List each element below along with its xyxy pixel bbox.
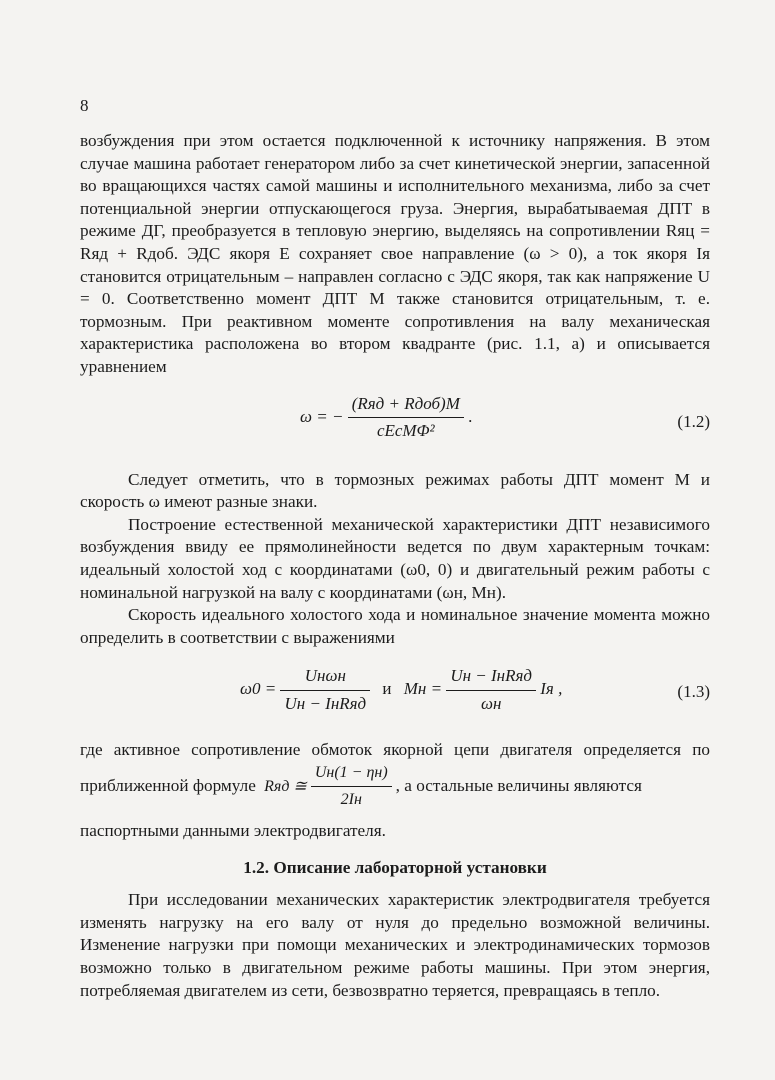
formula-tail: Iя , <box>540 679 563 699</box>
fraction-numerator: (Rяд + Rдоб)M <box>348 393 464 419</box>
paragraph-end: , а остальные величины являются <box>395 775 642 795</box>
fraction-denominator: 2Iн <box>340 791 362 809</box>
fraction-numerator: Uн − IнRяд <box>446 665 536 691</box>
paragraph <box>80 739 710 812</box>
paragraph: Построение естественной механической характеристики ДПТ независимого возбуждения ввиду ее прямолинейности ведется по двум характерным точкам: идеальный холостой ход с координатами (ω0, 0) и двигательный режим работы с номинальной нагрузкой на валу с координатами (ωн, Mн). <box>80 514 710 602</box>
fraction-numerator: Uнωн <box>280 665 370 691</box>
formula-lhs: ω0 = <box>240 679 277 699</box>
paragraph: Скорость идеального холостого хода и номинальное значение момента можно определить в соответствии с выражениями <box>80 605 710 647</box>
fraction <box>446 665 536 715</box>
fraction-denominator: cEcMΦ² <box>376 421 435 441</box>
formula-conjunction: и <box>382 679 392 699</box>
formula-1-3 <box>80 659 710 725</box>
paragraph: Следует отметить, что в тормозных режимах работы ДПТ момент M и скорость ω имеют разные знаки. <box>80 469 710 512</box>
fraction-denominator: ωн <box>480 693 502 713</box>
fraction <box>311 762 392 812</box>
page-number: 8 <box>80 96 89 115</box>
body-text <box>80 130 710 1002</box>
fraction-denominator: Uн − IнRяд <box>284 693 367 713</box>
section-heading: 1.2. Описание лабораторной установки <box>243 857 547 877</box>
formula-1-2 <box>80 389 710 455</box>
equation-number: (1.2) <box>677 411 710 431</box>
fraction <box>348 393 464 443</box>
fraction <box>280 665 370 715</box>
paragraph: паспортными данными электродвигателя. <box>80 821 386 841</box>
formula-tail: . <box>468 406 473 426</box>
fraction-numerator: Uн(1 − ηн) <box>311 762 392 788</box>
formula-lhs: ω = − <box>300 406 344 426</box>
paragraph-start: где активное сопротивление обмоток якорной цепи двигателя определяется по приближенной формуле <box>80 740 710 795</box>
equation-number: (1.3) <box>677 682 710 702</box>
inline-formula <box>264 762 392 812</box>
paragraph: возбуждения при этом остается подключенной к источнику напряжения. В этом случае машина работает генератором либо за счет кинетической энергии, запасенной во вращающихся частях самой машины и исполнительного механизма, либо за счет потенциальной энергии отпускающегося груза. Энергия, вырабатываемая ДПТ в режиме ДГ, преобразуется в тепловую энергию, выделяясь на сопротивлении Rяц = Rяд + Rдоб. ЭДС якоря E сохраняет свое направление (ω > 0), а ток якоря Iя становится отрицательным – направлен согласно с ЭДС якоря, так как напряжение U = 0. Соответственно момент ДПТ M также становится отрицательным, т. е. тормозным. При реактивном моменте сопротивления на валу механическая характеристика расположена во втором квадранте (рис. 1.1, а) и описывается уравнением <box>80 131 710 376</box>
formula-lhs: Mн = <box>403 679 443 699</box>
formula-lhs: Rяд ≅ <box>264 777 307 795</box>
paragraph: При исследовании механических характеристик электродвигателя требуется изменять нагрузку на его валу от нуля до предельно возможной величины. Изменение нагрузки при помощи механических и электродинамических тормозов возможно только в двигательном режиме работы машины. При этом энергия, потребляемая двигателем из сети, безвозвратно теряется, превращаясь в тепло. <box>80 890 710 1000</box>
